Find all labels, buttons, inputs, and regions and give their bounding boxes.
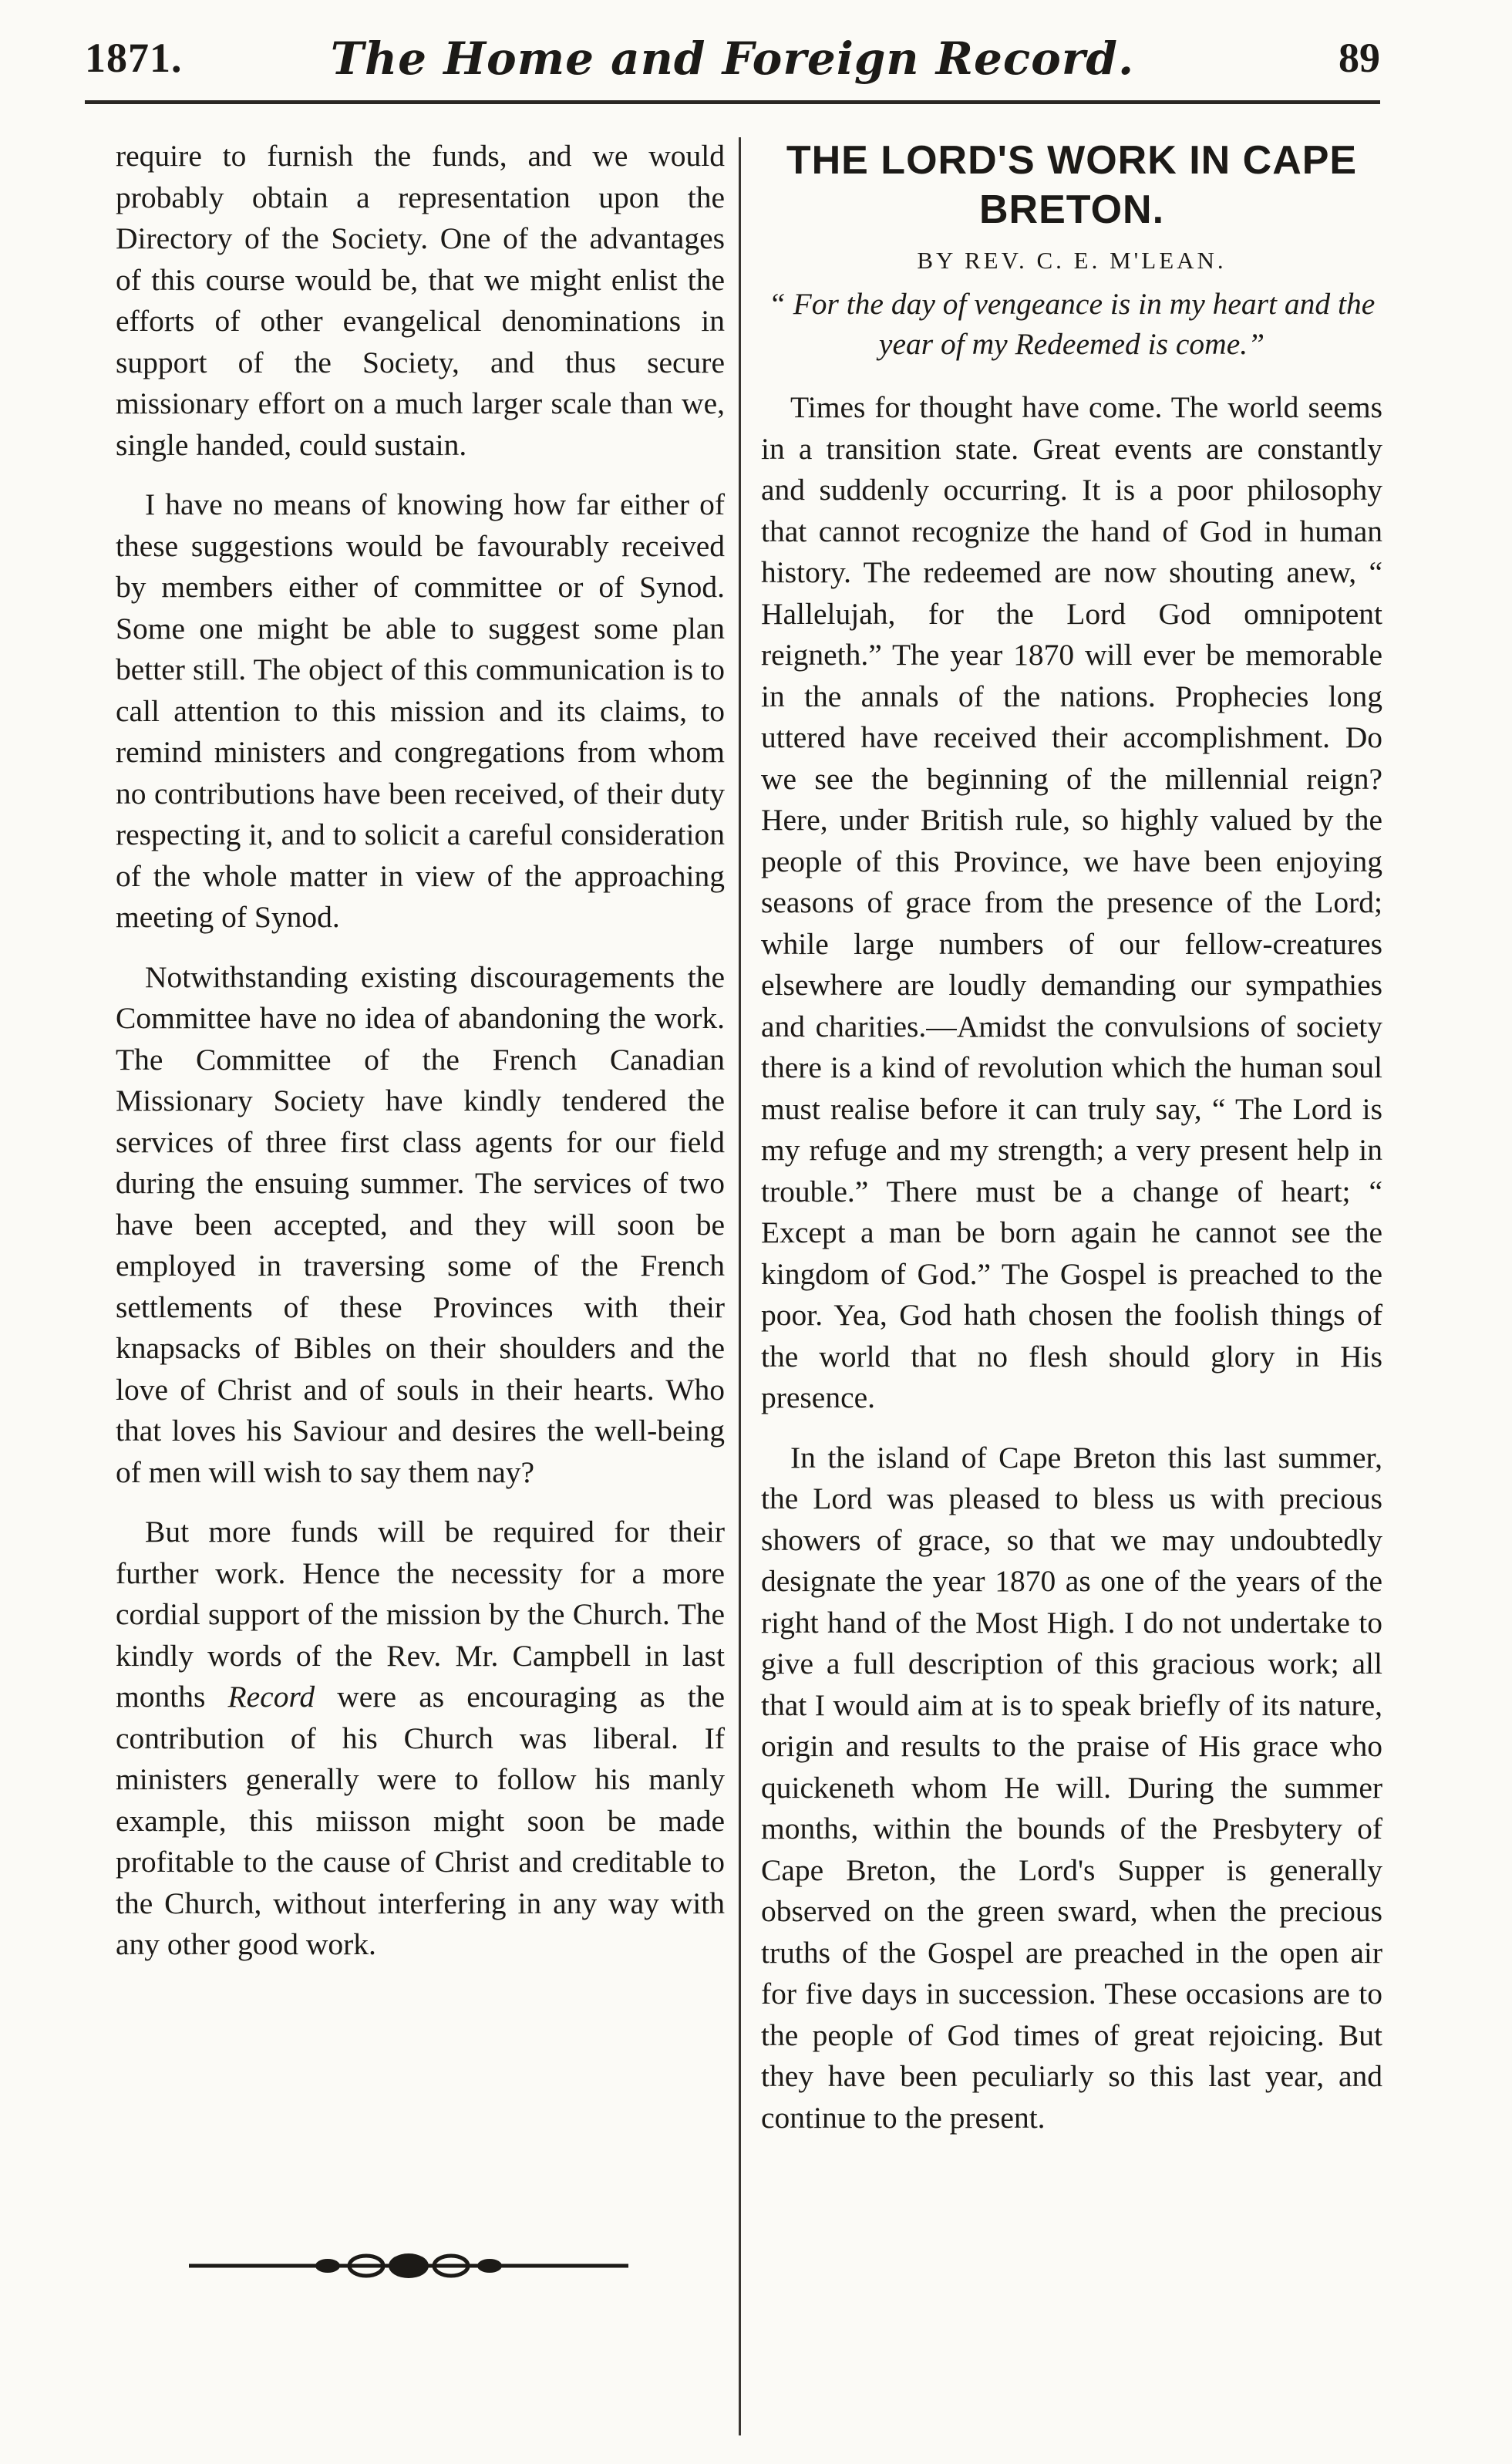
right-column [761,136,1382,2157]
right-paragraph-1: Times for thought have come. The world seems in a transition state. Great events are constantly and suddenly occurring. It is a poor philosophy that cannot recognize the hand of God in human history. The redeemed are now shouting anew, “ Hallelujah, for the Lord God omnipotent reigneth.” The year 1870 will ever be memorable in the annals of the nations. Prophecies long uttered have received their accomplishment. Do we see the beginning of the millennial reign? Here, under British rule, so highly valued by the people of this Province, we have been enjoying seasons of grace from the presence of the Lord; while large numbers of our fellow-creatures elsewhere are loudly demanding our sympathies and charities.—Amidst the convulsions of society there is a kind of revolution which the human soul must realise before it can truly say, “ The Lord is my refuge and my strength; a very present help in trouble.” There must be a change of heart; “ Except a man be born again he cannot see the kingdom of God.” The Gospel is preached to the poor. Yea, God hath chosen the foolish things of the world that no flesh should glory in His presence. [761,390,1382,1414]
page-number: 89 [1339,35,1380,81]
column-divider [739,137,741,2435]
article-epigraph: “ For the day of vengeance is in my heart and the year of my Redeemed is come.” [768,287,1376,361]
left-paragraph-2: I have no means of knowing how far either of these suggestions would be favourably received by members either of committee or of Synod. Some one might be able to suggest some plan better still. The object of this communication is to call attention to this mission and its claims, to remind ministers and congregations from whom no contributions have been received, of their duty respecting it, and to solicit a careful consideration of the whole matter in view of the approaching meeting of Synod. [116,487,725,934]
right-paragraph-2: In the island of Cape Breton this last summer, the Lord was pleased to bless us with precious showers of grace, so that we may undoubtedly designate the year 1870 as one of the years of the right hand of the Most High. I do not undertake to give a full description of this gracious work; all that I would aim at is to speak briefly of its nature, origin and results to the praise of His grace who quickeneth whom He will. During the summer months, within the bounds of the Presbytery of Cape Breton, the Lord's Supper is generally observed on the green sward, when the precious truths of the Gospel are preached in the open air for five days in succession. These occasions are to the people of God times of great rejoicing. But they have been peculiarly so this last year, and continue to the present. [761,1440,1382,2135]
article-title: THE LORD'S WORK IN CAPE BRETON. [786,138,1358,232]
record-italic: Record [227,1680,315,1714]
header-rule [85,100,1380,104]
header-title: The Home and Foreign Record. [330,32,1135,85]
left-paragraph-4-text-b: were as encouraging as the contribution of his Church was liberal. If ministers generally were to follow his manly example, this miisson might soon be made profitable to the cause of Christ and creditable to the Church, without interfering in any way with any other good work. [116,1680,725,1961]
left-paragraph-1: require to furnish the funds, and we would probably obtain a representation upon the Directory of the Society. One of the advantages of this course would be, that we might enlist the efforts of other evangelical denominations in support of the Society, and thus secure missionary effort on a much larger scale than we, single handed, could sustain. [116,139,725,462]
left-column [116,136,725,1984]
left-paragraph-3: Notwithstanding existing discouragements the Committee have no idea of abandoning the work. The Committee of the French Canadian Missionary Society have kindly tendered the services of three first class agents for our field during the ensuing summer. The services of two have been accepted, and they will soon be employed in traversing some of the French settlements of these Provinces with their knapsacks of Bibles on their shoulders and the love of Christ and of souls in their hearts. Who that loves his Saviour and desires the well-being of men will wish to say them nay? [116,959,725,1489]
header-year: 1871. [85,35,183,81]
article-byline: BY REV. C. E. M'LEAN. [917,247,1227,274]
left-paragraph-4 [116,1512,725,1966]
ornamental-rule-icon [189,2250,628,2281]
left-paragraph-4-text-a: But more funds will be required for their further work. Hence the necessity for a more cordial support of the mission by the Church. The kindly words of the Rev. Mr. Campbell in last months [116,1515,725,1714]
running-header [85,26,1380,103]
